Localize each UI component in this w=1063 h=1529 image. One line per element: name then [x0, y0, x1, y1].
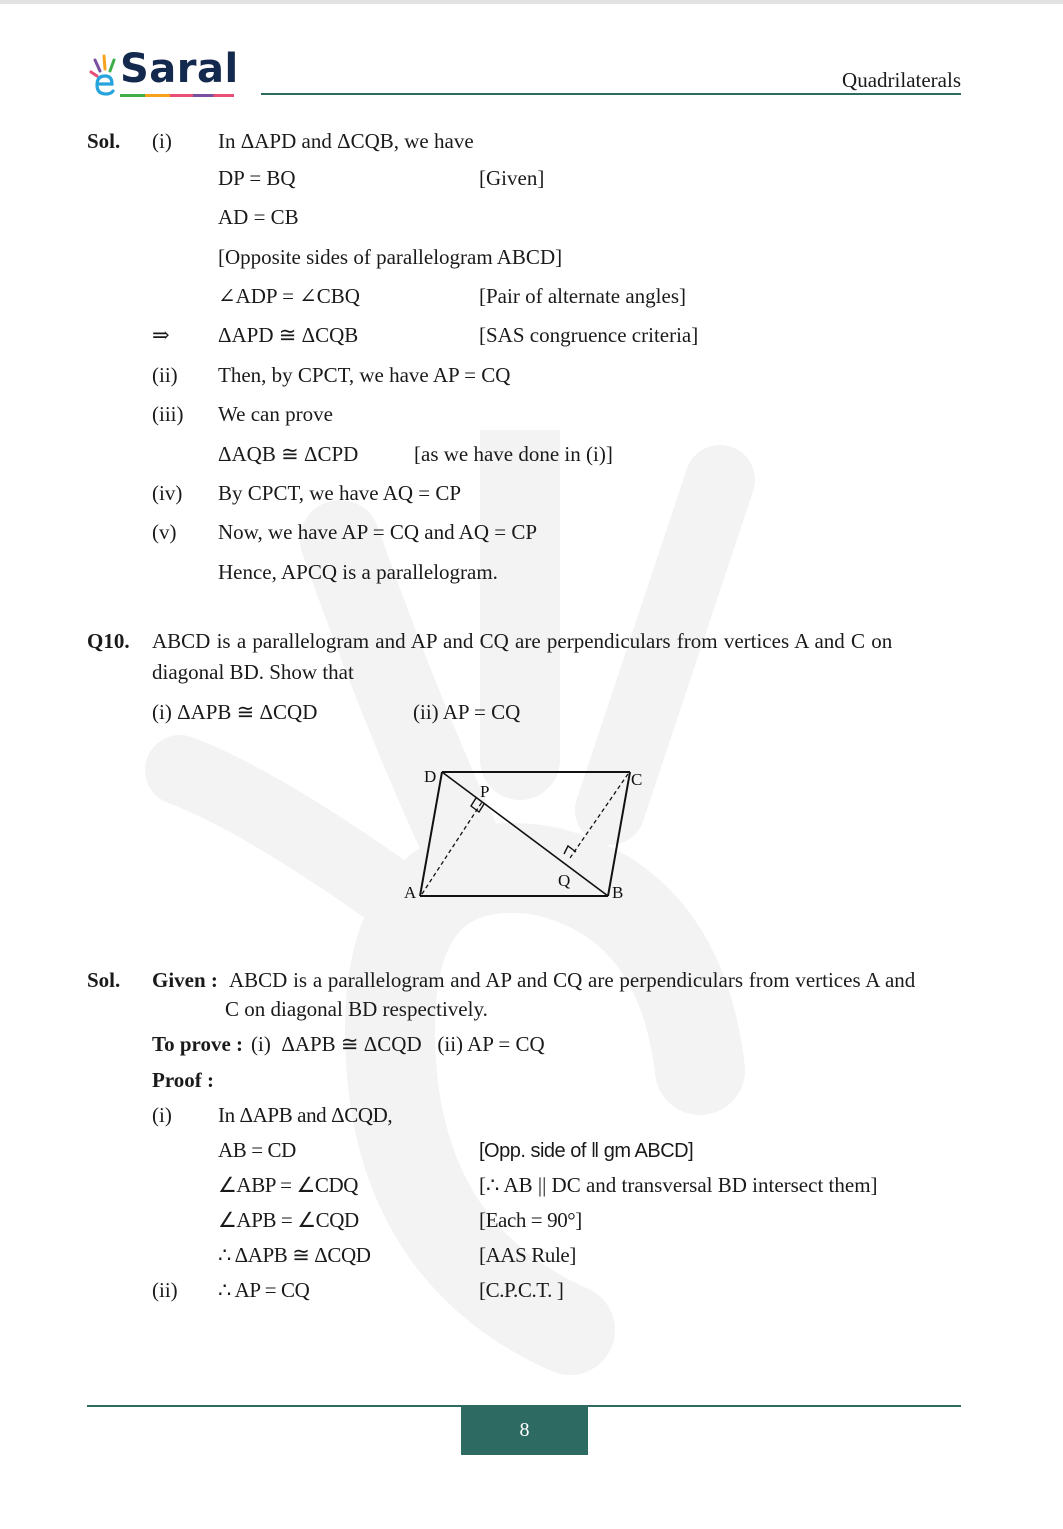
step-text: Now, we have AP = CQ and AQ = CP — [218, 520, 538, 544]
implies-icon: ⇒ — [152, 323, 170, 347]
step-text: ∠APB = ∠CQD — [218, 1208, 359, 1232]
step-text: ΔAQB ≅ ΔCPD — [218, 442, 359, 466]
esaral-logo — [86, 46, 239, 100]
question-part-ii: (ii) AP = CQ — [413, 700, 521, 724]
label-D: D — [424, 767, 437, 786]
page-number-box — [461, 1406, 588, 1455]
step-reason: [as we have done in (i)] — [414, 442, 613, 466]
given-label: Given : — [152, 968, 218, 992]
step-reason: [C.P.C.T. ] — [479, 1278, 564, 1302]
label-Q: Q — [558, 871, 571, 890]
step-reason: [SAS congruence criteria] — [479, 323, 699, 347]
question-text-line1: ABCD is a parallelogram and AP and CQ are perpendiculars from vertices A and C on — [152, 629, 893, 653]
step-reason: [∴ AB || DC and transversal BD intersect them] — [479, 1173, 878, 1197]
question-label: Q10. — [87, 629, 130, 653]
step-number: (v) — [152, 520, 177, 544]
step-number: (iv) — [152, 481, 183, 505]
step-text: Then, by CPCT, we have AP = CQ — [218, 363, 511, 387]
step-text: AD = CB — [218, 205, 299, 229]
step-text: ∴ ΔAPB ≅ ΔCQD — [218, 1243, 371, 1267]
step-text: ∴ AP = CQ — [218, 1278, 310, 1302]
step-number: (ii) — [152, 1278, 178, 1302]
proof-label: Proof : — [152, 1068, 215, 1092]
page-number: 8 — [519, 1419, 530, 1441]
to-prove-label: To prove : — [152, 1032, 244, 1056]
step-text: AB = CD — [218, 1138, 296, 1162]
conclusion-text: Hence, APCQ is a parallelogram. — [218, 560, 498, 584]
given-text-line1: ABCD is a parallelogram and AP and CQ are perpendiculars from vertices A and — [229, 968, 916, 992]
parallelogram-diagram-icon — [398, 762, 658, 907]
sol-label: Sol. — [87, 968, 121, 992]
question-part-i: (i) ΔAPB ≅ ΔCQD — [152, 700, 318, 724]
to-prove-text: (i) ΔAPB ≅ ΔCQD (ii) AP = CQ — [251, 1032, 545, 1056]
step-reason: [Pair of alternate angles] — [479, 284, 686, 308]
chapter-title: Quadrilaterals — [842, 68, 961, 92]
step-text: DP = BQ — [218, 166, 296, 190]
sol-label: Sol. — [87, 129, 121, 153]
step-text: By CPCT, we have AQ = CP — [218, 481, 462, 505]
step-number: (iii) — [152, 402, 184, 426]
top-bar — [0, 0, 1063, 4]
step-number: (i) — [152, 1103, 172, 1127]
step-reason: [Each = 90°] — [479, 1208, 582, 1232]
step-number: (i) — [152, 129, 172, 153]
header-divider — [261, 93, 961, 95]
question-text-line2: diagonal BD. Show that — [152, 660, 354, 684]
step-reason: [Given] — [479, 166, 545, 190]
step-text: ΔAPD ≅ ΔCQB — [218, 323, 359, 347]
given-text-line2: C on diagonal BD respectively. — [225, 997, 488, 1021]
step-number: (ii) — [152, 363, 178, 387]
label-B: B — [612, 883, 624, 902]
step-reason: [AAS Rule] — [479, 1243, 576, 1267]
step-text: In ΔAPD and ΔCQB, we have — [218, 129, 474, 153]
step-text: ∠ABP = ∠CDQ — [218, 1173, 359, 1197]
step-reason: [Opp. side of ‖ gm ABCD] — [479, 1140, 694, 1162]
step-text: In ΔAPB and ΔCQD, — [218, 1103, 393, 1127]
parallelogram-figure — [398, 762, 658, 907]
label-C: C — [631, 770, 643, 789]
label-A: A — [404, 883, 417, 902]
step-text: ∠ADP = ∠CBQ — [218, 284, 360, 308]
logo-wordmark: Saral — [120, 46, 239, 92]
label-P: P — [480, 782, 490, 801]
step-text: [Opposite sides of parallelogram ABCD] — [218, 245, 563, 269]
logo-underline — [120, 94, 234, 97]
hand-logo-icon — [86, 52, 122, 100]
step-text: We can prove — [218, 402, 333, 426]
